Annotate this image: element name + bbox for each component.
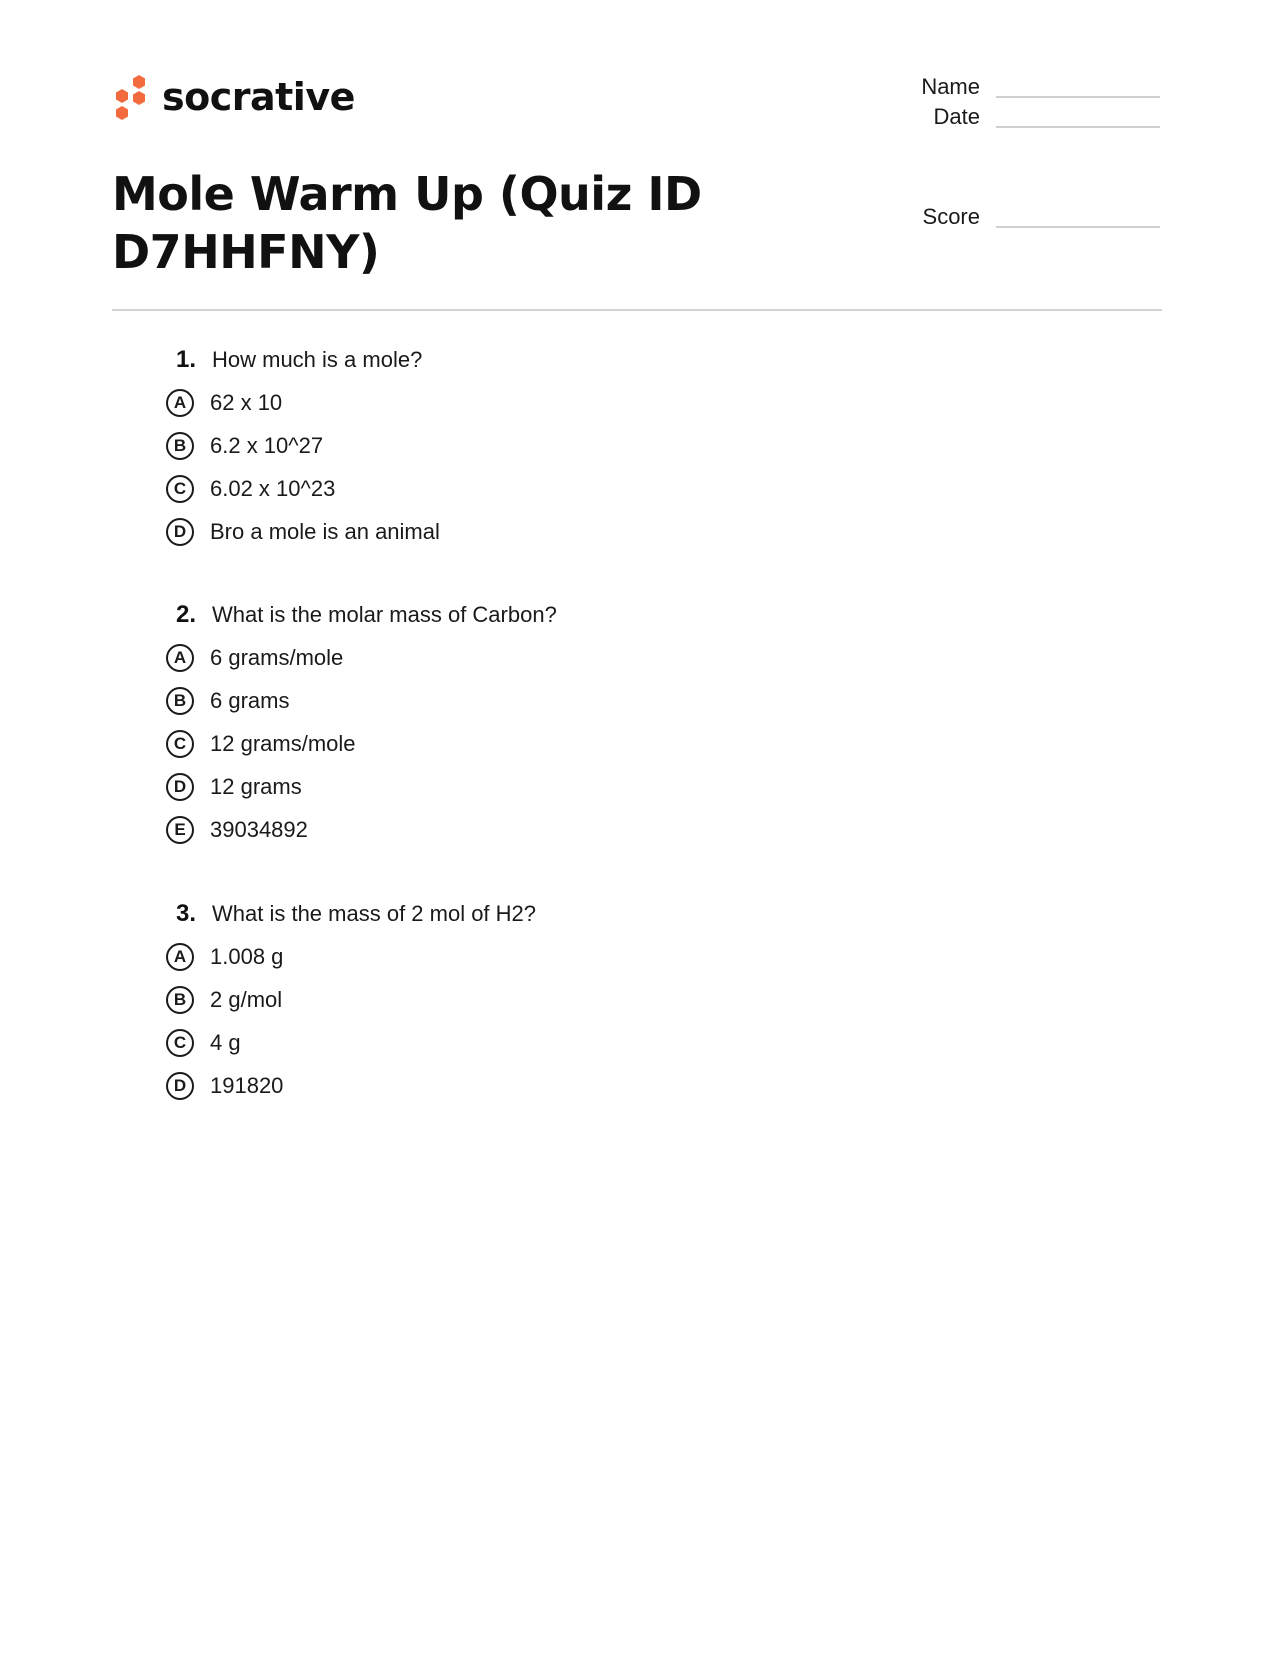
- option-a[interactable]: [166, 940, 1066, 974]
- option-c[interactable]: [166, 472, 1066, 506]
- option-letter-badge: A: [166, 943, 194, 971]
- option-d[interactable]: [166, 1069, 1066, 1103]
- option-text: 191820: [210, 1073, 284, 1098]
- option-letter-badge: D: [166, 518, 194, 546]
- brand-name: socrative: [162, 75, 355, 119]
- option-text: 6 grams: [210, 688, 290, 713]
- page-title: Mole Warm Up (Quiz ID D7HHFNY): [112, 167, 702, 279]
- option-d[interactable]: [166, 515, 1066, 549]
- option-text: 1.008 g: [210, 944, 284, 969]
- date-label: Date: [933, 104, 980, 129]
- option-b[interactable]: [166, 983, 1066, 1017]
- question-header: [166, 344, 1066, 376]
- date-field: [880, 100, 1160, 130]
- option-text: 12 grams: [210, 774, 302, 799]
- option-text: 62 x 10: [210, 390, 283, 415]
- question-text: How much is a mole?: [212, 347, 423, 372]
- option-text: 6.2 x 10^27: [210, 433, 324, 458]
- score-line[interactable]: [996, 206, 1160, 228]
- option-b[interactable]: [166, 429, 1066, 463]
- question-number: 2.: [175, 601, 196, 628]
- option-letter-badge: D: [166, 1072, 194, 1100]
- name-line[interactable]: [996, 76, 1160, 98]
- socrative-logo: [112, 72, 355, 122]
- question-2: [166, 599, 1066, 856]
- score-label: Score: [922, 204, 980, 229]
- option-letter-badge: C: [166, 730, 194, 758]
- option-letter-badge: E: [166, 816, 194, 844]
- question-1: [166, 344, 1066, 558]
- option-letter-badge: A: [166, 389, 194, 417]
- header-divider: [112, 309, 1162, 311]
- question-3: [166, 898, 1066, 1112]
- option-a[interactable]: [166, 386, 1066, 420]
- option-d[interactable]: [166, 770, 1066, 804]
- option-e[interactable]: [166, 813, 1066, 847]
- option-letter-badge: B: [166, 986, 194, 1014]
- question-header: [166, 898, 1066, 930]
- question-text: What is the mass of 2 mol of H2?: [212, 901, 537, 926]
- option-text: 39034892: [210, 817, 308, 842]
- option-text: 6.02 x 10^23: [210, 476, 336, 501]
- name-label: Name: [921, 74, 980, 99]
- option-c[interactable]: [166, 1026, 1066, 1060]
- option-b[interactable]: [166, 684, 1066, 718]
- question-number: 1.: [175, 346, 196, 373]
- option-letter-badge: C: [166, 1029, 194, 1057]
- option-letter-badge: D: [166, 773, 194, 801]
- option-c[interactable]: [166, 727, 1066, 761]
- question-header: [166, 599, 1066, 631]
- option-letter-badge: C: [166, 475, 194, 503]
- score-field: [880, 200, 1160, 230]
- name-field: [880, 70, 1160, 100]
- question-number: 3.: [175, 900, 196, 927]
- option-letter-badge: B: [166, 432, 194, 460]
- option-letter-badge: B: [166, 687, 194, 715]
- date-line[interactable]: [996, 106, 1160, 128]
- question-text: What is the molar mass of Carbon?: [212, 602, 557, 627]
- option-text: Bro a mole is an animal: [210, 519, 440, 544]
- hexagon-cluster-logo-icon: [112, 72, 150, 122]
- option-text: 4 g: [210, 1030, 241, 1055]
- option-letter-badge: A: [166, 644, 194, 672]
- option-text: 12 grams/mole: [210, 731, 356, 756]
- option-text: 6 grams/mole: [210, 645, 344, 670]
- option-a[interactable]: [166, 641, 1066, 675]
- option-text: 2 g/mol: [210, 987, 283, 1012]
